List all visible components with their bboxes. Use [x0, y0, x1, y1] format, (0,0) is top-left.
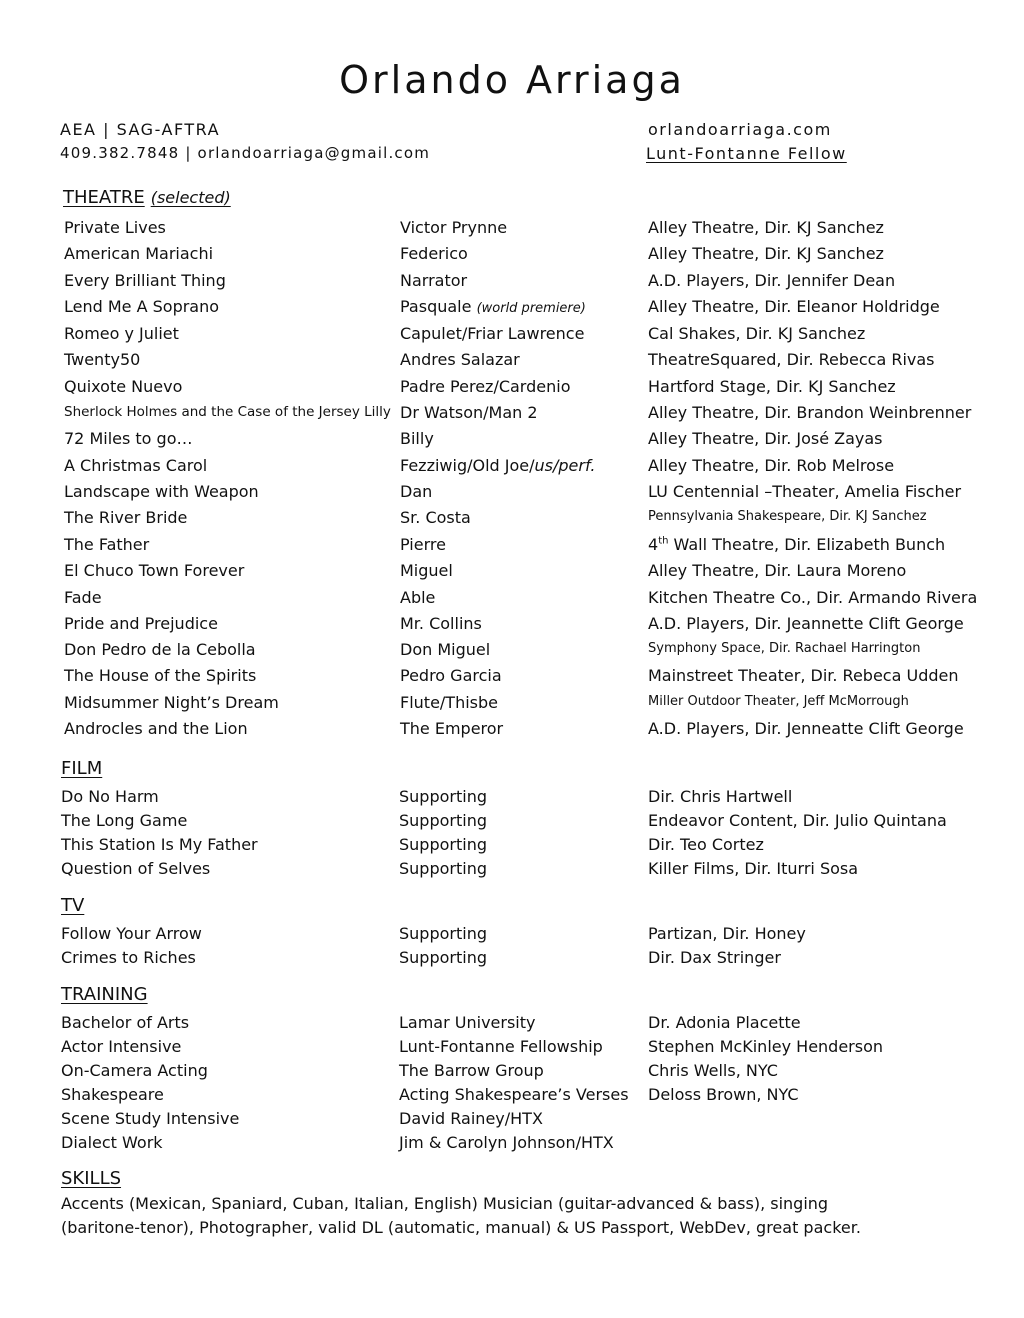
theatre-title: Sherlock Holmes and the Case of the Jersey Lilly — [64, 404, 391, 420]
theatre-role-with-note — [400, 297, 586, 316]
union-affiliations: AEA | SAG-AFTRA — [60, 120, 221, 139]
training-school: Jim & Carolyn Johnson/HTX — [399, 1133, 614, 1152]
tv-role: Supporting — [399, 924, 487, 943]
theatre-title: Don Pedro de la Cebolla — [64, 640, 256, 659]
film-role: Supporting — [399, 787, 487, 806]
training-school: Lunt-Fontanne Fellowship — [399, 1037, 603, 1056]
theatre-company: Alley Theatre, Dir. Brandon Weinbrenner — [648, 403, 972, 422]
theatre-company: Cal Shakes, Dir. KJ Sanchez — [648, 324, 866, 343]
phone-email: 409.382.7848 | orlandoarriaga@gmail.com — [60, 144, 431, 162]
tv-company: Dir. Dax Stringer — [648, 948, 781, 967]
theatre-company: Pennsylvania Shakespeare, Dir. KJ Sanchez — [648, 509, 927, 524]
theatre-role: Mr. Collins — [400, 614, 482, 633]
theatre-company: A.D. Players, Dir. Jeannette Clift George — [648, 614, 964, 633]
film-company: Dir. Teo Cortez — [648, 835, 764, 854]
theatre-title: Midsummer Night’s Dream — [64, 693, 279, 712]
website-link[interactable]: orlandoarriaga.com — [648, 120, 832, 139]
training-teacher: Chris Wells, NYC — [648, 1061, 778, 1080]
theatre-title: Every Brilliant Thing — [64, 271, 226, 290]
theatre-role: Billy — [400, 429, 434, 448]
theatre-role: Don Miguel — [400, 640, 491, 659]
film-heading: FILM — [61, 758, 103, 779]
training-heading: TRAINING — [61, 984, 148, 1005]
theatre-title: Quixote Nuevo — [64, 377, 183, 396]
theatre-title: The River Bride — [64, 508, 188, 527]
theatre-role: Miguel — [400, 561, 453, 580]
theatre-title: The Father — [64, 535, 150, 554]
theatre-company: Alley Theatre, Dir. Rob Melrose — [648, 456, 895, 475]
training-teacher: Stephen McKinley Henderson — [648, 1037, 884, 1056]
training-school: The Barrow Group — [399, 1061, 544, 1080]
theatre-title: Androcles and the Lion — [64, 719, 248, 738]
theatre-role: Padre Perez/Cardenio — [400, 377, 571, 396]
theatre-role: Sr. Costa — [400, 508, 471, 527]
theatre-role: The Emperor — [400, 719, 504, 738]
theatre-company-ordinal: 4 — [648, 535, 659, 554]
theatre-role: Pasquale — [400, 297, 472, 316]
theatre-title: El Chuco Town Forever — [64, 561, 245, 580]
film-role: Supporting — [399, 859, 487, 878]
training-course: Shakespeare — [61, 1085, 164, 1104]
theatre-title: Lend Me A Soprano — [64, 297, 220, 316]
film-title: Question of Selves — [61, 859, 211, 878]
theatre-title: Private Lives — [64, 218, 166, 237]
theatre-company: Alley Theatre, Dir. José Zayas — [648, 429, 883, 448]
theatre-company: A.D. Players, Dir. Jenneatte Clift George — [648, 719, 964, 738]
theatre-company: Alley Theatre, Dir. Laura Moreno — [648, 561, 907, 580]
theatre-company: Symphony Space, Dir. Rachael Harrington — [648, 641, 921, 656]
theatre-role-with-note — [400, 456, 595, 475]
theatre-heading-note: (selected) — [150, 188, 231, 207]
theatre-company: Alley Theatre, Dir. Eleanor Holdridge — [648, 297, 940, 316]
theatre-role: Pierre — [400, 535, 446, 554]
theatre-role-note: us/perf. — [534, 456, 596, 475]
theatre-role-note: (world premiere) — [476, 301, 586, 316]
theatre-title: 72 Miles to go… — [64, 429, 193, 448]
theatre-company: Alley Theatre, Dir. KJ Sanchez — [648, 218, 884, 237]
theatre-company: Miller Outdoor Theater, Jeff McMorrough — [648, 694, 909, 709]
theatre-heading — [63, 187, 231, 208]
training-school: David Rainey/HTX — [399, 1109, 543, 1128]
actor-name: Orlando Arriaga — [339, 58, 685, 102]
film-company: Killer Films, Dir. Iturri Sosa — [648, 859, 859, 878]
theatre-role: Dan — [400, 482, 433, 501]
tv-company: Partizan, Dir. Honey — [648, 924, 806, 943]
tv-title: Follow Your Arrow — [61, 924, 202, 943]
theatre-company: Mainstreet Theater, Dir. Rebeca Udden — [648, 666, 959, 685]
theatre-role: Flute/Thisbe — [400, 693, 498, 712]
theatre-title: Pride and Prejudice — [64, 614, 218, 633]
theatre-title: Twenty50 — [64, 350, 141, 369]
theatre-company: Hartford Stage, Dir. KJ Sanchez — [648, 377, 896, 396]
theatre-role: Able — [400, 588, 436, 607]
film-title: The Long Game — [61, 811, 188, 830]
theatre-heading-label: THEATRE — [63, 187, 145, 208]
training-school: Acting Shakespeare’s Verses — [399, 1085, 629, 1104]
training-course: Actor Intensive — [61, 1037, 182, 1056]
film-company: Endeavor Content, Dir. Julio Quintana — [648, 811, 947, 830]
theatre-role: Pedro Garcia — [400, 666, 502, 685]
theatre-company: TheatreSquared, Dir. Rebecca Rivas — [648, 350, 935, 369]
theatre-title: A Christmas Carol — [64, 456, 208, 475]
theatre-role: Dr Watson/Man 2 — [400, 403, 538, 422]
theatre-title: Landscape with Weapon — [64, 482, 259, 501]
theatre-role: Victor Prynne — [400, 218, 508, 237]
film-title: This Station Is My Father — [61, 835, 258, 854]
training-course: Dialect Work — [61, 1133, 163, 1152]
theatre-company: Wall Theatre, Dir. Elizabeth Bunch — [668, 535, 946, 554]
training-school: Lamar University — [399, 1013, 536, 1032]
theatre-company-with-ordinal — [648, 535, 945, 554]
theatre-role: Capulet/Friar Lawrence — [400, 324, 585, 343]
theatre-title: Fade — [64, 588, 102, 607]
skills-text — [61, 1192, 961, 1240]
tv-title: Crimes to Riches — [61, 948, 196, 967]
theatre-role: Narrator — [400, 271, 468, 290]
film-role: Supporting — [399, 811, 487, 830]
theatre-title: The House of the Spirits — [64, 666, 257, 685]
skills-heading: SKILLS — [61, 1168, 122, 1189]
theatre-company: A.D. Players, Dir. Jennifer Dean — [648, 271, 896, 290]
training-teacher: Dr. Adonia Placette — [648, 1013, 801, 1032]
film-title: Do No Harm — [61, 787, 159, 806]
film-company: Dir. Chris Hartwell — [648, 787, 793, 806]
theatre-title: American Mariachi — [64, 244, 214, 263]
theatre-role: Fezziwig/Old Joe/ — [400, 456, 535, 475]
theatre-company-ordinal-suffix: th — [658, 535, 669, 547]
fellowship-label: Lunt-Fontanne Fellow — [646, 144, 847, 163]
theatre-role: Federico — [400, 244, 468, 263]
theatre-title: Romeo y Juliet — [64, 324, 179, 343]
theatre-company: Kitchen Theatre Co., Dir. Armando Rivera — [648, 588, 978, 607]
theatre-role: Andres Salazar — [400, 350, 520, 369]
training-teacher: Deloss Brown, NYC — [648, 1085, 799, 1104]
skills-line: (baritone-tenor), Photographer, valid DL (automatic, manual) & US Passport, WebDev, great packer. — [61, 1218, 861, 1237]
film-role: Supporting — [399, 835, 487, 854]
training-course: Scene Study Intensive — [61, 1109, 240, 1128]
skills-line: Accents (Mexican, Spaniard, Cuban, Italian, English) Musician (guitar-advanced & bass), singing — [61, 1194, 829, 1213]
training-course: On-Camera Acting — [61, 1061, 208, 1080]
theatre-company: Alley Theatre, Dir. KJ Sanchez — [648, 244, 884, 263]
tv-heading: TV — [61, 895, 85, 916]
training-course: Bachelor of Arts — [61, 1013, 190, 1032]
theatre-company: LU Centennial –Theater, Amelia Fischer — [648, 482, 962, 501]
tv-role: Supporting — [399, 948, 487, 967]
